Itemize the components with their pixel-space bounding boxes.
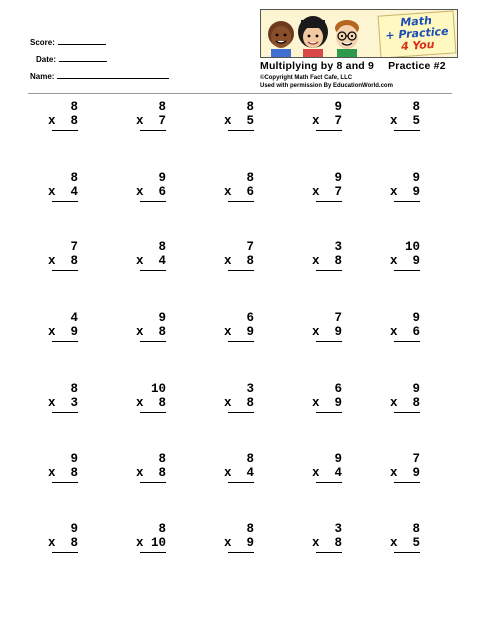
kids-illustration bbox=[261, 10, 381, 57]
multiplier: 8 bbox=[158, 325, 166, 339]
answer-rule bbox=[228, 130, 254, 131]
problem-5-3 bbox=[220, 382, 254, 413]
multiplier-line bbox=[220, 466, 254, 480]
math-practice-logo bbox=[260, 9, 458, 58]
answer-rule bbox=[140, 552, 166, 553]
times-sign: x bbox=[135, 396, 144, 410]
multiplier: 8 bbox=[70, 114, 78, 128]
multiplier: 4 bbox=[246, 466, 254, 480]
times-sign: x bbox=[389, 114, 398, 128]
times-sign: x bbox=[135, 114, 144, 128]
multiplicand: 9 bbox=[70, 452, 78, 466]
problem-4-2 bbox=[132, 311, 166, 342]
answer-rule bbox=[316, 341, 342, 342]
answer-rule bbox=[394, 482, 420, 483]
answer-rule bbox=[316, 552, 342, 553]
answer-rule bbox=[316, 412, 342, 413]
multiplicand: 8 bbox=[246, 100, 254, 114]
multiplicand: 9 bbox=[158, 171, 166, 185]
multiplier: 8 bbox=[158, 466, 166, 480]
problem-3-1 bbox=[44, 240, 78, 271]
multiplier: 8 bbox=[246, 396, 254, 410]
times-sign: x bbox=[135, 536, 144, 550]
multiplier-line bbox=[44, 396, 78, 410]
multiplier: 9 bbox=[412, 466, 420, 480]
multiplier-line bbox=[308, 114, 342, 128]
problem-6-5 bbox=[386, 452, 420, 483]
score-label: Score: bbox=[30, 38, 55, 47]
multiplier-line bbox=[132, 325, 166, 339]
times-sign: x bbox=[311, 325, 320, 339]
answer-rule bbox=[228, 552, 254, 553]
answer-rule bbox=[394, 130, 420, 131]
multiplier: 4 bbox=[334, 466, 342, 480]
name-label: Name: bbox=[30, 72, 55, 81]
multiplier-line bbox=[220, 114, 254, 128]
multiplicand: 8 bbox=[70, 382, 78, 396]
multiplier: 9 bbox=[412, 185, 420, 199]
problem-7-3 bbox=[220, 522, 254, 553]
problem-1-4 bbox=[308, 100, 342, 131]
problem-1-3 bbox=[220, 100, 254, 131]
multiplier-line bbox=[386, 325, 420, 339]
multiplier-line bbox=[132, 254, 166, 268]
times-sign: x bbox=[311, 536, 320, 550]
multiplier-line bbox=[220, 536, 254, 550]
logo-text-practice: + Practice bbox=[384, 24, 449, 43]
problem-2-3 bbox=[220, 171, 254, 202]
answer-rule bbox=[140, 412, 166, 413]
answer-rule bbox=[52, 341, 78, 342]
multiplicand: 9 bbox=[412, 171, 420, 185]
multiplier: 5 bbox=[412, 114, 420, 128]
problem-7-4 bbox=[308, 522, 342, 553]
times-sign: x bbox=[47, 114, 56, 128]
date-blank[interactable] bbox=[59, 54, 107, 62]
name-blank[interactable] bbox=[57, 71, 169, 79]
multiplier: 3 bbox=[70, 396, 78, 410]
multiplier-line bbox=[220, 325, 254, 339]
multiplier-line bbox=[220, 254, 254, 268]
problem-7-2 bbox=[132, 522, 166, 553]
multiplier: 9 bbox=[412, 254, 420, 268]
answer-rule bbox=[52, 482, 78, 483]
multiplier-line bbox=[44, 536, 78, 550]
answer-rule bbox=[228, 482, 254, 483]
times-sign: x bbox=[47, 325, 56, 339]
multiplier: 7 bbox=[334, 185, 342, 199]
answer-rule bbox=[52, 552, 78, 553]
copyright-line: ©Copyright Math Fact Cafe, LLC bbox=[260, 75, 353, 81]
problem-7-1 bbox=[44, 522, 78, 553]
multiplier-line bbox=[220, 185, 254, 199]
multiplier-line bbox=[386, 536, 420, 550]
times-sign: x bbox=[389, 185, 398, 199]
logo-tag bbox=[378, 10, 457, 58]
title-main: Multiplying by 8 and 9 bbox=[260, 60, 375, 72]
problem-5-4 bbox=[308, 382, 342, 413]
answer-rule bbox=[140, 130, 166, 131]
answer-rule bbox=[316, 270, 342, 271]
problem-5-5 bbox=[386, 382, 420, 413]
times-sign: x bbox=[135, 466, 144, 480]
problem-3-2 bbox=[132, 240, 166, 271]
answer-rule bbox=[316, 482, 342, 483]
problem-3-3 bbox=[220, 240, 254, 271]
times-sign: x bbox=[389, 536, 398, 550]
times-sign: x bbox=[47, 536, 56, 550]
answer-rule bbox=[394, 412, 420, 413]
answer-rule bbox=[228, 270, 254, 271]
times-sign: x bbox=[223, 254, 232, 268]
times-sign: x bbox=[223, 396, 232, 410]
multiplicand: 10 bbox=[404, 240, 420, 254]
problem-4-1 bbox=[44, 311, 78, 342]
multiplier-line bbox=[132, 114, 166, 128]
problem-2-5 bbox=[386, 171, 420, 202]
multiplier: 8 bbox=[246, 254, 254, 268]
answer-rule bbox=[140, 482, 166, 483]
multiplier-line bbox=[308, 185, 342, 199]
times-sign: x bbox=[311, 114, 320, 128]
multiplier: 6 bbox=[158, 185, 166, 199]
problem-6-1 bbox=[44, 452, 78, 483]
multiplier-line bbox=[44, 254, 78, 268]
answer-rule bbox=[394, 270, 420, 271]
multiplier: 9 bbox=[246, 325, 254, 339]
multiplicand: 6 bbox=[334, 382, 342, 396]
answer-rule bbox=[228, 412, 254, 413]
problem-3-5 bbox=[386, 240, 420, 271]
problem-5-1 bbox=[44, 382, 78, 413]
problem-4-3 bbox=[220, 311, 254, 342]
multiplier-line bbox=[308, 254, 342, 268]
problem-3-4 bbox=[308, 240, 342, 271]
problem-4-5 bbox=[386, 311, 420, 342]
date-field bbox=[36, 54, 107, 64]
worksheet-title bbox=[260, 60, 446, 72]
problem-1-2 bbox=[132, 100, 166, 131]
times-sign: x bbox=[311, 466, 320, 480]
multiplicand: 9 bbox=[158, 311, 166, 325]
multiplicand: 9 bbox=[334, 100, 342, 114]
multiplicand: 7 bbox=[246, 240, 254, 254]
times-sign: x bbox=[223, 325, 232, 339]
times-sign: x bbox=[311, 254, 320, 268]
problem-4-4 bbox=[308, 311, 342, 342]
multiplicand: 9 bbox=[334, 452, 342, 466]
multiplier: 4 bbox=[158, 254, 166, 268]
multiplier-line bbox=[132, 536, 166, 550]
answer-rule bbox=[52, 270, 78, 271]
multiplier: 7 bbox=[334, 114, 342, 128]
multiplier: 9 bbox=[334, 396, 342, 410]
multiplier-line bbox=[308, 466, 342, 480]
multiplicand: 7 bbox=[70, 240, 78, 254]
times-sign: x bbox=[223, 114, 232, 128]
multiplicand: 9 bbox=[70, 522, 78, 536]
problem-6-2 bbox=[132, 452, 166, 483]
multiplicand: 8 bbox=[70, 100, 78, 114]
multiplicand: 9 bbox=[334, 171, 342, 185]
multiplicand: 4 bbox=[70, 311, 78, 325]
multiplicand: 9 bbox=[412, 382, 420, 396]
answer-rule bbox=[52, 201, 78, 202]
multiplier-line bbox=[308, 396, 342, 410]
times-sign: x bbox=[223, 536, 232, 550]
multiplier-line bbox=[386, 185, 420, 199]
answer-rule bbox=[140, 341, 166, 342]
multiplicand: 3 bbox=[246, 382, 254, 396]
multiplier: 8 bbox=[70, 466, 78, 480]
multiplicand: 8 bbox=[246, 452, 254, 466]
multiplier-line bbox=[44, 114, 78, 128]
multiplier: 10 bbox=[150, 536, 166, 550]
multiplier: 8 bbox=[70, 536, 78, 550]
times-sign: x bbox=[47, 396, 56, 410]
multiplier: 8 bbox=[158, 396, 166, 410]
answer-rule bbox=[52, 130, 78, 131]
answer-rule bbox=[228, 341, 254, 342]
multiplier: 4 bbox=[70, 185, 78, 199]
answer-rule bbox=[52, 412, 78, 413]
answer-rule bbox=[140, 201, 166, 202]
multiplicand: 8 bbox=[158, 522, 166, 536]
multiplicand: 8 bbox=[246, 171, 254, 185]
score-blank[interactable] bbox=[58, 37, 106, 45]
multiplicand: 8 bbox=[246, 522, 254, 536]
multiplier-line bbox=[386, 254, 420, 268]
multiplier: 9 bbox=[246, 536, 254, 550]
times-sign: x bbox=[389, 466, 398, 480]
times-sign: x bbox=[47, 254, 56, 268]
multiplier-line bbox=[132, 396, 166, 410]
times-sign: x bbox=[223, 185, 232, 199]
multiplier-line bbox=[386, 466, 420, 480]
times-sign: x bbox=[389, 396, 398, 410]
multiplier: 5 bbox=[412, 536, 420, 550]
problem-1-1 bbox=[44, 100, 78, 131]
multiplier: 8 bbox=[412, 396, 420, 410]
multiplicand: 6 bbox=[246, 311, 254, 325]
multiplicand: 10 bbox=[150, 382, 166, 396]
times-sign: x bbox=[135, 325, 144, 339]
multiplicand: 9 bbox=[412, 311, 420, 325]
name-field bbox=[30, 71, 169, 81]
multiplier: 5 bbox=[246, 114, 254, 128]
multiplier-line bbox=[308, 325, 342, 339]
header-divider bbox=[28, 93, 452, 94]
multiplier-line bbox=[220, 396, 254, 410]
score-field bbox=[30, 37, 106, 47]
multiplier-line bbox=[386, 396, 420, 410]
problem-1-5 bbox=[386, 100, 420, 131]
multiplicand: 8 bbox=[70, 171, 78, 185]
multiplier: 9 bbox=[334, 325, 342, 339]
multiplier: 6 bbox=[412, 325, 420, 339]
multiplicand: 8 bbox=[412, 522, 420, 536]
times-sign: x bbox=[389, 254, 398, 268]
multiplicand: 8 bbox=[158, 452, 166, 466]
times-sign: x bbox=[135, 185, 144, 199]
problem-6-4 bbox=[308, 452, 342, 483]
permission-line: Used with permission By EducationWorld.com bbox=[260, 83, 393, 89]
times-sign: x bbox=[389, 325, 398, 339]
answer-rule bbox=[316, 130, 342, 131]
multiplier: 8 bbox=[70, 254, 78, 268]
times-sign: x bbox=[223, 466, 232, 480]
multiplier: 7 bbox=[158, 114, 166, 128]
multiplier: 9 bbox=[70, 325, 78, 339]
multiplicand: 8 bbox=[158, 240, 166, 254]
times-sign: x bbox=[311, 396, 320, 410]
logo-text-math: Math bbox=[399, 13, 433, 30]
multiplier-line bbox=[44, 185, 78, 199]
multiplicand: 8 bbox=[158, 100, 166, 114]
multiplier: 8 bbox=[334, 536, 342, 550]
times-sign: x bbox=[135, 254, 144, 268]
multiplicand: 8 bbox=[412, 100, 420, 114]
multiplicand: 7 bbox=[334, 311, 342, 325]
title-practice: Practice #2 bbox=[388, 60, 446, 72]
problem-2-2 bbox=[132, 171, 166, 202]
multiplicand: 3 bbox=[334, 522, 342, 536]
times-sign: x bbox=[47, 466, 56, 480]
multiplicand: 7 bbox=[412, 452, 420, 466]
multiplier: 6 bbox=[246, 185, 254, 199]
problem-7-5 bbox=[386, 522, 420, 553]
answer-rule bbox=[140, 270, 166, 271]
multiplicand: 3 bbox=[334, 240, 342, 254]
date-label: Date: bbox=[36, 55, 57, 64]
multiplier-line bbox=[44, 325, 78, 339]
multiplier-line bbox=[132, 466, 166, 480]
multiplier-line bbox=[386, 114, 420, 128]
times-sign: x bbox=[47, 185, 56, 199]
problem-2-1 bbox=[44, 171, 78, 202]
answer-rule bbox=[316, 201, 342, 202]
answer-rule bbox=[394, 201, 420, 202]
problem-5-2 bbox=[132, 382, 166, 413]
problem-2-4 bbox=[308, 171, 342, 202]
multiplier-line bbox=[44, 466, 78, 480]
multiplier-line bbox=[308, 536, 342, 550]
answer-rule bbox=[394, 341, 420, 342]
multiplier: 8 bbox=[334, 254, 342, 268]
answer-rule bbox=[394, 552, 420, 553]
problem-6-3 bbox=[220, 452, 254, 483]
times-sign: x bbox=[311, 185, 320, 199]
multiplier-line bbox=[132, 185, 166, 199]
answer-rule bbox=[228, 201, 254, 202]
logo-text-4you: 4 You bbox=[400, 37, 435, 54]
